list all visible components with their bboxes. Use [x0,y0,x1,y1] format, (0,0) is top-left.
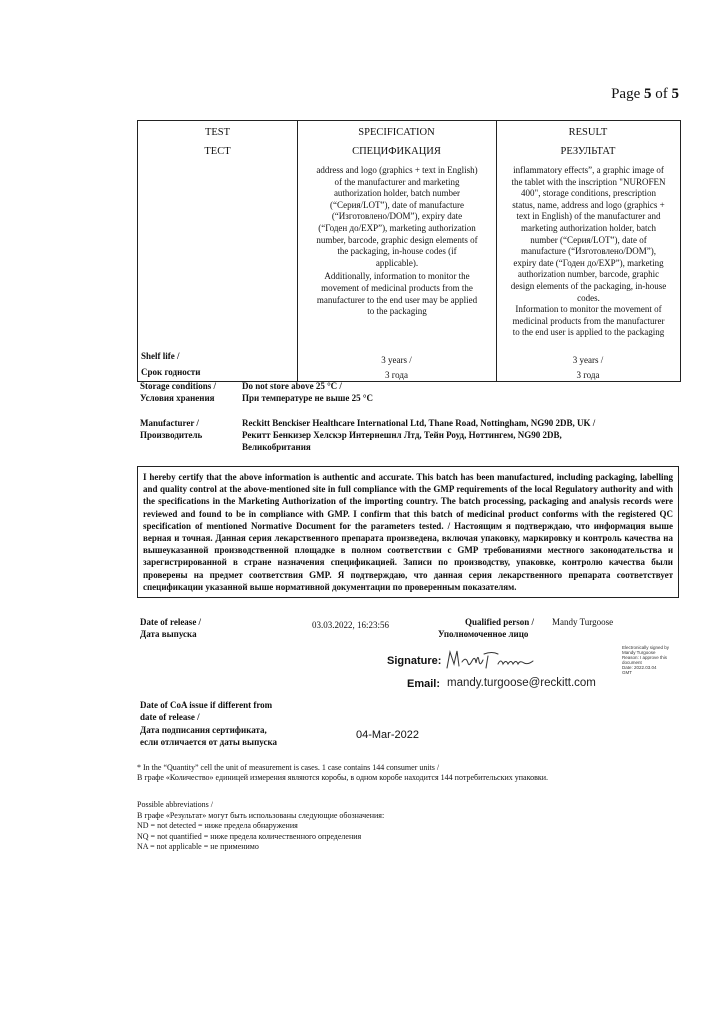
result-text-block [497,165,680,339]
abbreviation-item: NQ = not quantified = ниже предела количественного определения [137,831,362,841]
e-sign-stamp [622,645,682,675]
abbreviations-intro: В графе «Результат» могут быть использованы следующие обозначения: [137,810,385,820]
manufacturer-section [140,418,680,458]
specification-table [137,120,681,382]
spec-line: movement of medicinal products from the [321,282,473,293]
spec-line: manufacturer to the end user may be applied [316,294,478,305]
result-line: inflammatory effects”, a graphic image of [513,165,664,175]
coa-label-line: Дата подписания сертификата, [140,724,267,735]
spec-line: (“Серия/LOT”), date of manufacture [329,199,464,210]
header-test-en: TEST [204,127,231,138]
header-result-en: RESULT [568,127,608,138]
spec-line: of the manufacturer and marketing [334,176,460,187]
quantity-note-ru: В графе «Количество» единицей измерения являются коробы, в одном коробе находится 144 потребительских упаковки. [137,773,549,782]
result-line: the tablet with the inscription "NUROFEN [511,176,666,187]
spec-line: to the packaging [367,306,427,317]
manufacturer-value-3: Великобритания [242,442,311,452]
result-line: status, name, address and logo (graphics + [512,199,665,210]
page-of: of [655,86,668,102]
spec-line: (“Изготовлено/DOM”), expiry date [331,211,463,222]
storage-section [140,381,680,409]
certification-statement: I hereby certify that the above information is authentic and accurate. This batch has been manufactured, including packaging, labelling and quality control at the above-mentioned site in full compliance with the GMP requirements of the local Regulatory authority and with the specifications in the Marketing Authorization of the importing country. The batch processing, packaging and analysis records were reviewed and found to be in compliance with GMP. I confirm that this batch of medicinal product conforms with the registered QC specification of mentioned Normative Document for the parameters tested. / Настоящим я подтверждаю, что информация выше верная и точная. Данная серия лекарственного препарата произведена, включая упаковку, маркировку и контроль качества на вышеуказанной производственной площадке в полном соответствии с GMP требованиями местного законодательства и зарегистрированной в стране назначения спецификацией. Записи по производству, упаковке, контролю качества были проверены на предмет соответствия GMP. Я подтверждаю, что данная серия лекарственного препарата соответствует спецификации указанной выше нормативной документации по проверенным показателям. [137,466,679,598]
coa-date-value: 04-Mar-2022 [356,729,419,741]
spec-line: (“Годен до/EXP”), marketing authorization [318,222,476,233]
shelf-life-result-en: 3 years / [572,355,604,365]
stamp-line: document [622,660,642,665]
result-line: manufacture (“Изготовлено/DOM”), [520,246,657,257]
coa-date-label [140,699,277,748]
storage-value-en: Do not store above 25 °C / [242,381,342,391]
release-date-value: 03.03.2022, 16:23:56 [312,620,390,630]
abbreviation-item: NA = not applicable = не применимо [137,842,259,851]
result-line: text in English) of the manufacturer and [516,211,661,222]
header-test-ru: ТЕСТ [204,146,231,157]
shelf-life-spec-en: 3 years / [381,355,412,365]
storage-value-ru: При температуре не выше 25 °C [242,393,374,403]
signature-label: Signature: [387,655,442,667]
result-line: expiry date (“Годен до/EXP”), marketing [513,257,664,268]
quantity-note-en: * In the “Quantity” cell the unit of measurement is cases. 1 case contains 144 consumer units / [137,763,440,772]
page-total: 5 [671,86,679,102]
header-spec-en: SPECIFICATION [358,127,435,138]
page-number [611,86,679,103]
result-line: medicinal products from the manufacturer [512,315,665,326]
header-spec-ru: СПЕЦИФИКАЦИЯ [352,146,441,157]
shelf-life-label-en: Shelf life / [141,351,180,361]
manufacturer-label-en: Manufacturer / [140,418,199,428]
result-line: authorization number, barcode, graphic [517,269,660,280]
result-line: to the end user is applied to the packaging [512,327,665,338]
shelf-life-label-ru: Срок годности [141,367,201,377]
result-line: codes. [577,292,600,303]
abbreviation-item: ND = not detected = ниже предела обнаружения [137,821,298,830]
manufacturer-value-2: Рекитт Бенкизер Хелскэр Интернешнл Лтд, Тейн Роуд, Ноттингем, NG90 2DB, [242,430,562,440]
page-label: Page [611,86,641,102]
stamp-line: Reason: I approve this [622,655,668,660]
abbreviations-block [137,800,384,853]
stamp-line: GMT [622,670,632,675]
result-line: marketing authorization holder, batch [520,222,657,233]
email-value: mandy.turgoose@reckitt.com [447,677,596,689]
stamp-line: Mandy Turgoose [622,650,656,655]
shelf-life-result-ru: 3 года [576,370,600,380]
result-line: design elements of the packaging, in-house [510,280,667,291]
stamp-line: Electronically signed by [622,645,670,650]
page-current: 5 [644,86,652,102]
manufacturer-value-1: Reckitt Benckiser Healthcare International Ltd, Thane Road, Nottingham, NG90 2DB, UK / [242,418,596,428]
spec-line: applicable). [375,257,419,268]
result-line: 400", storage conditions, prescription [521,188,656,199]
coa-label-line: если отличается от даты выпуска [140,736,278,747]
qp-name: Mandy Turgoose [552,617,614,627]
result-line: number (“Серия/LOT”), date of [530,234,647,245]
coa-label-line: date of release / [140,712,200,723]
spec-text-block [298,165,496,318]
coa-label-line: Date of CoA issue if different from [140,700,273,710]
abbreviations-title: Possible abbreviations / [137,800,213,809]
storage-label-ru: Условия хранения [140,393,215,403]
header-result-ru: РЕЗУЛЬТАТ [560,146,616,157]
qp-label-en: Qualified person / [465,617,535,627]
spec-line: address and logo (graphics + text in English) [316,165,478,175]
manufacturer-label-ru: Производитель [140,430,203,440]
spec-line: the packaging, in-house codes (if [337,246,457,257]
shelf-life-spec-ru: 3 года [384,370,409,380]
spec-line: authorization holder, batch number [333,188,461,199]
storage-label-en: Storage conditions / [140,381,217,391]
release-date-label-ru: Дата выпуска [140,629,197,639]
spec-line: Additionally, information to monitor the [324,271,470,282]
result-line: Information to monitor the movement of [515,304,662,315]
release-date-label-en: Date of release / [140,617,202,627]
signature-image [444,646,540,674]
stamp-line: Date: 2022.03.04 [622,665,657,670]
email-label: Email: [407,678,441,690]
qp-label-ru: Уполномоченное лицо [438,629,529,639]
spec-line: number, barcode, graphic design elements of [316,234,478,245]
